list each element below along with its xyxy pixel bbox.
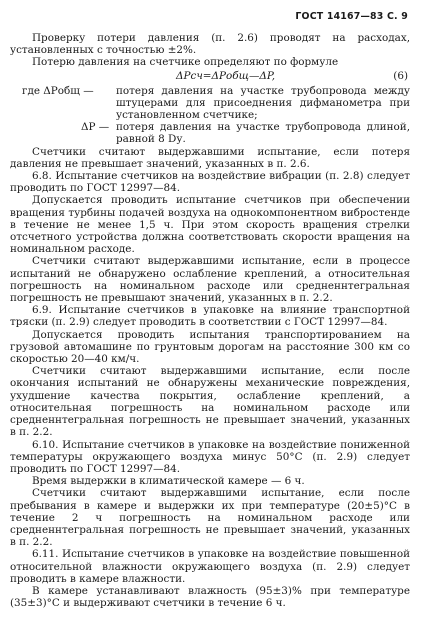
paragraph-6-8: 6.8. Испытание счетчиков на воздействие вибрации (п. 2.8) следует проводить по ГОСТ 12997—84. [10, 170, 410, 195]
definition-dp-total [10, 85, 410, 122]
paragraph-hold-time: Время выдержки в климатической камере — 6 ч. [32, 475, 305, 488]
paragraph-vibration-allowance: Допускается проводить испытание счетчиков при обеспечении вращения турбины подачей воздуха на однокомпонентном вибростенде в течение не менее 1,5 ч. При этом скорость вращения стрелки отсчетного устройства должна соответствовать скорости вращения на номинальном расходе. [10, 194, 410, 256]
paragraph-humidity: В камере устанавливают влажность (95±3)% при температуре (35±3)°С и выдерживают счетчики в течение 6 ч. [10, 584, 410, 610]
paragraph-6-10: 6.10. Испытание счетчиков в упаковке на воздействие пониженной температуры окружающего воздуха минус 50°С (п. 2.9) следует проводить по ГОСТ 12997—84. [10, 438, 410, 475]
definition-symbol: где ΔPобщ — [22, 84, 94, 97]
paragraph-6-9: 6.9. Испытание счетчиков в упаковке на влияние транспортной тряски (п. 2.9) следует проводить в соответствии с ГОСТ 12997—84. [10, 304, 410, 329]
document-body [10, 32, 410, 609]
paragraph-transport-allowance: Допускается проводить испытания транспортированием на грузовой автомашине по грунтовым дорогам на расстояние 300 км со скоростью 20—40 км/ч. [10, 328, 410, 366]
definition-symbol: ΔP — [81, 121, 110, 134]
definition-text: потеря давления на участке трубопровода между штуцерами для присоеднения дифманометра при установленном счетчике; [116, 84, 410, 122]
definition-text: потеря давления на участке трубопровода длиной, равной 8 Dу. [116, 121, 410, 146]
paragraph-6-11: 6.11. Испытание счетчиков в упаковке на воздействие повышенной относительной влажности окружающего воздуха (п. 2.9) следует проводить в камере влажности. [10, 548, 410, 585]
paragraph-vibration-result: Счетчики считают выдержавшими испытание, если в процессе испытаний не обнаружено ослабление креплений, а относительная погрешность на номинальном расходе или средненнтегральная погрешность не превышают значений, указанных в п. 2.2. [10, 255, 410, 305]
formula-number: (6) [393, 69, 408, 82]
paragraph-pressure-loss-check: Проверку потери давления (п. 2.6) проводят на расходах, установленных с точностью ±2%. [10, 32, 410, 57]
paragraph-formula-intro: Потерю давления на счетчике определяют по формуле [32, 56, 339, 69]
formula-expression: ΔPсч=ΔPобщ—ΔP, [176, 69, 276, 82]
paragraph-pressure-result: Счетчики считают выдержавшими испытание, если потеря давления не превышает значений, указанных в п. 2.6. [10, 145, 410, 170]
page-header: ГОСТ 14167—83 С. 9 [295, 11, 408, 22]
definition-dp [10, 121, 410, 145]
paragraph-transport-result: Счетчики считают выдержавшими испытание, если после окончания испытаний не обнаружены механические повреждения, ухудшение качества покрытия, ослабление креплений, а относительная погрешность на номинальном расходе или средненнтегральная погрешность не превышает значений, указанных в п. 2.2. [10, 365, 410, 439]
formula-6 [10, 70, 410, 84]
paragraph-cold-result: Счетчики считают выдержавшими испытание, если после пребывания в камере и выдержки их при температуре (20±5)°С в течение 2 ч погрешность на номинальном расходе или средненнтегральная погрешность не превышает значений, указанных в п. 2.2. [10, 487, 410, 549]
